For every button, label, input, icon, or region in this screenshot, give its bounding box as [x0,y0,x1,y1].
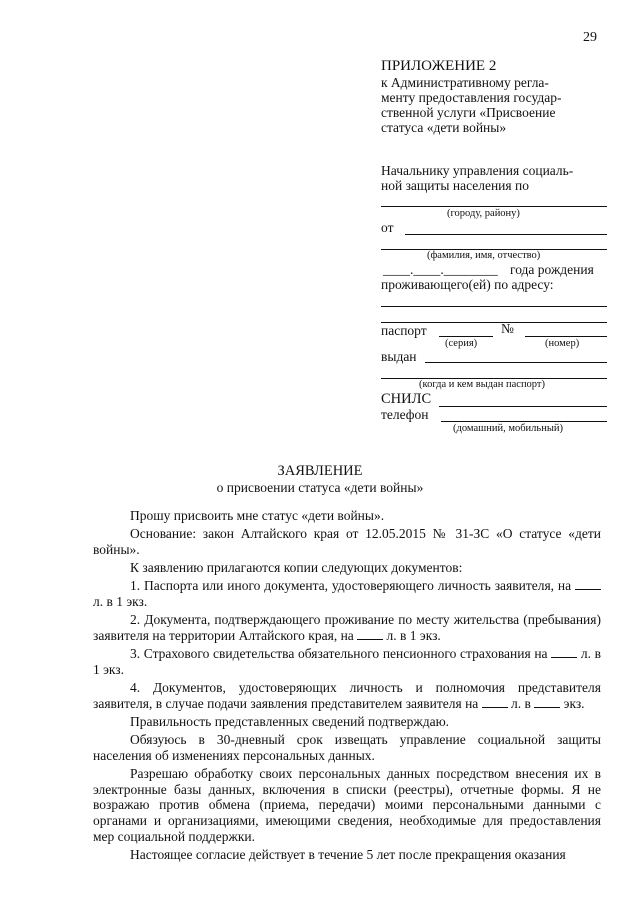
series-caption: (серия) [445,338,478,349]
appendix-line: к Административному регла- [381,75,549,90]
birth-date-field[interactable]: ____.____.________ [383,262,498,277]
attachment-item-1: 1. Паспорта или иного документа, удостоверяющего личность заявителя, на л. в 1 экз. [93,578,601,609]
sheets-field[interactable] [551,646,577,658]
attachment-item-3: 3. Страхового свидетельства обязательного пенсионного страхования на л. в 1 экз. [93,646,601,677]
city-caption: (городу, району) [447,208,520,219]
issued-caption: (когда и кем выдан паспорт) [419,379,546,390]
sheets-field[interactable] [357,628,383,640]
issued-field[interactable] [425,362,607,363]
page-number: 29 [583,30,597,45]
sheets-field[interactable] [575,578,601,590]
name-caption: (фамилия, имя, отчество) [427,250,541,261]
passport-number-field[interactable] [525,336,607,337]
number-sign: № [501,321,514,336]
sheets-field[interactable] [482,696,508,708]
phone-caption: (домашний, мобильный) [453,423,563,434]
phone-label: телефон [381,407,429,422]
paragraph-validity: Настоящее согласие действует в течение 5 лет после прекращения оказания [130,847,566,863]
recipient-line-2: ной защиты населения по [381,178,529,193]
city-field[interactable] [381,206,607,207]
appendix-line: менту предоставления государ- [381,90,562,105]
phone-field[interactable] [441,421,607,422]
birth-label: года рождения [510,262,594,277]
paragraph-obligation: Обязуюсь в 30-дневный срок извещать управление социальной защиты населения об изменениях персональных данных. [93,732,601,763]
snils-label: СНИЛС [381,391,432,407]
statement-title: ЗАЯВЛЕНИЕ [277,463,363,479]
attachment-item-2: 2. Документа, подтверждающего проживание по месту жительства (пребывания) заявителя на территории Алтайского края, на л. в 1 экз. [93,612,601,643]
paragraph-attachments: К заявлению прилагаются копии следующих документов: [130,560,463,576]
paragraph-basis: Основание: закон Алтайского края от 12.05.2015 № 31-ЗС «О статусе «дети войны». [93,526,601,557]
paragraph-consent: Разрешаю обработку своих персональных данных посредством внесения их в электронные базы данных, включения в списки (реестры), отчетные формы. Я не возражаю против обмена (приема, передачи) моими персональными данными с органами и организациями, имеющими сведения, необходимые для предоставления мер социальной поддержки. [93,766,601,844]
recipient-line-1: Начальнику управления социаль- [381,163,574,178]
snils-field[interactable] [439,406,607,407]
copies-field[interactable] [534,696,560,708]
paragraph-request: Прошу присвоить мне статус «дети войны». [130,508,385,523]
appendix-title: ПРИЛОЖЕНИЕ 2 [381,58,497,74]
attachment-item-4: 4. Документов, удостоверяющих личность и полномочия представителя заявителя, в случае подачи заявления представителем заявителя на л. в экз. [93,680,601,711]
appendix-line: статуса «дети войны» [381,120,507,135]
address-field-1[interactable] [381,306,607,307]
issued-label: выдан [381,349,417,364]
number-caption: (номер) [545,338,580,349]
passport-series-field[interactable] [439,336,493,337]
appendix-line: ственной услуги «Присвоение [381,105,556,120]
appendix-block [381,58,606,135]
passport-label: паспорт [381,323,427,338]
from-label: от [381,220,394,235]
statement-subtitle: о присвоении статуса «дети войны» [216,480,424,495]
statement-body [93,508,601,865]
from-field[interactable] [405,234,607,235]
paragraph-confirm: Правильность представленных сведений подтверждаю. [130,713,450,729]
address-label: проживающего(ей) по адресу: [381,277,554,292]
